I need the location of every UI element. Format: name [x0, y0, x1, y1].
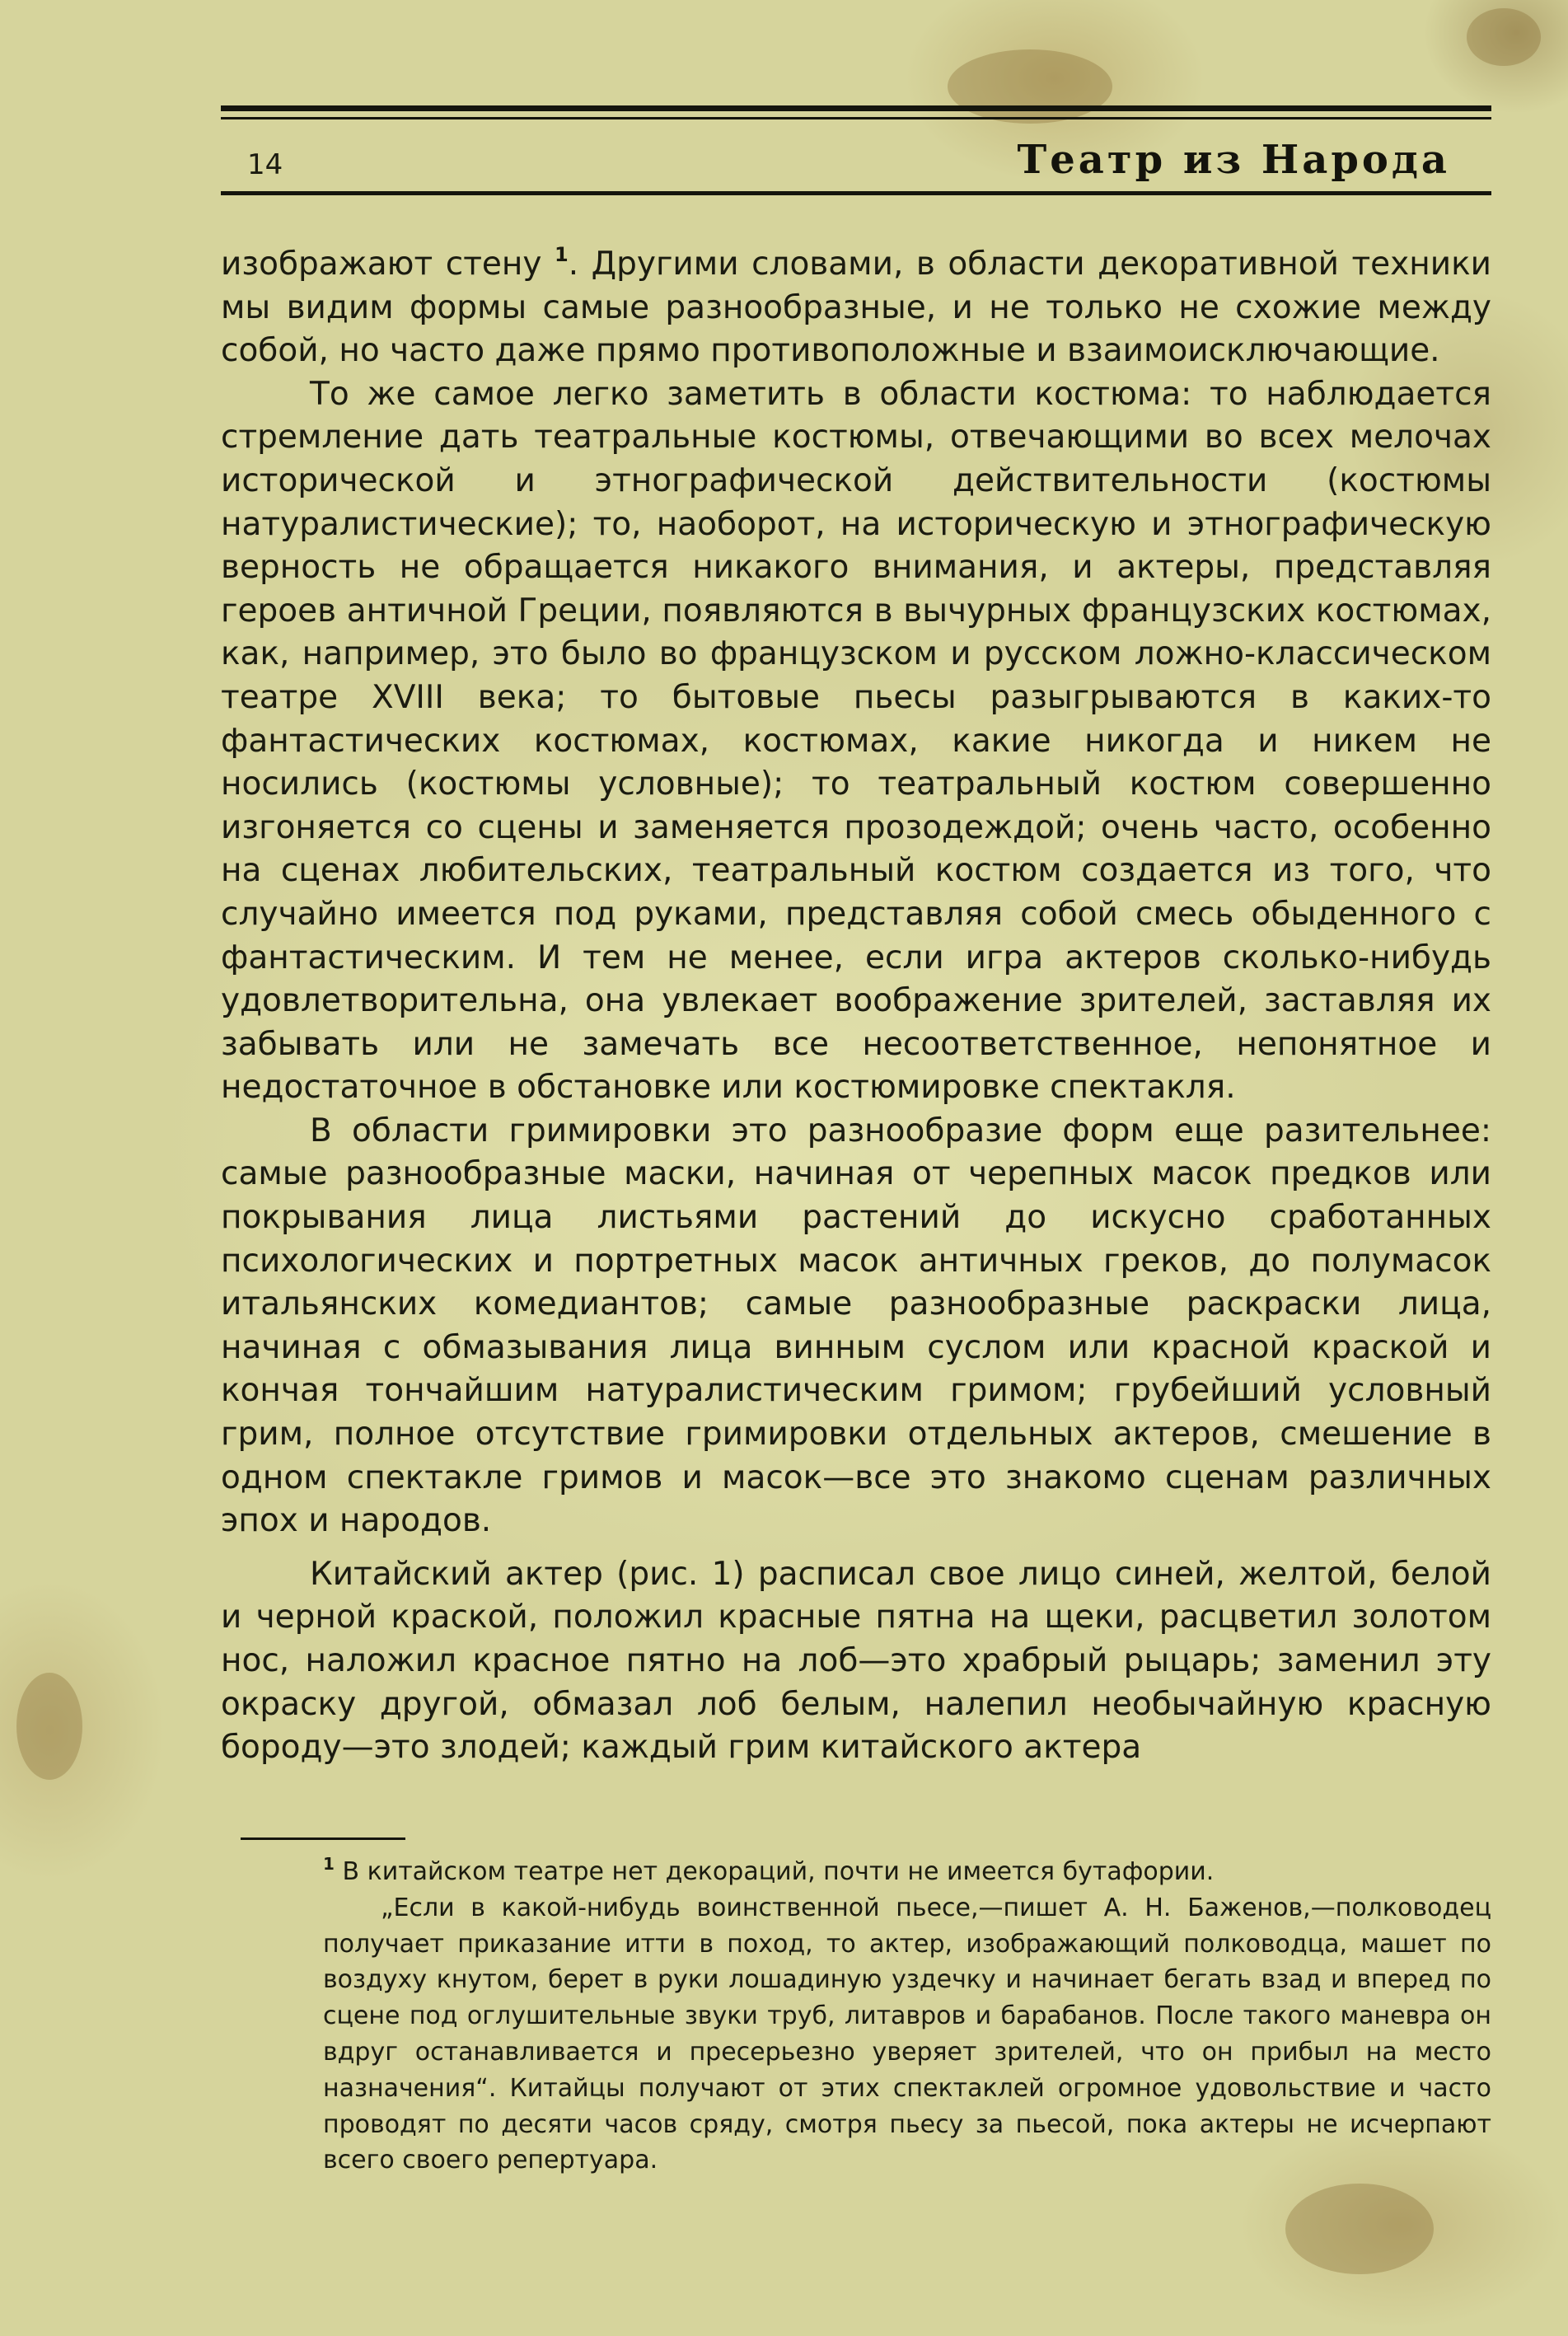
paper-stain — [16, 1673, 82, 1780]
paper-stain — [1467, 8, 1541, 66]
paper-stain — [948, 49, 1112, 124]
footnote-1-text: В китайском театре нет декораций, почти не имеется бутафории. — [334, 1857, 1215, 1886]
header-rule-top-thin — [221, 117, 1491, 119]
footnotes — [323, 1854, 1491, 2179]
footnote-1 — [323, 1854, 1491, 1890]
footnote-separator — [241, 1837, 405, 1840]
paragraph-3: В области гримировки это разнообразие форм еще разительнее: самые разнообразные маски, начиная от черепных масок предков или покрывания лица листьями растений до искусно сработанных психологических и портретных масок античных греков, до полумасок итальянских комедиантов; самые разнообразные раскраски лица, начиная с обмазывания лица винным суслом или красной краской и кончая тончайшим натуралистическим гримом; грубейший условный грим, полное отсутствие гримировки отдельных актеров, смешение в одном спектакле гримов и масок—все это знакомо сценам различных эпох и народов. — [221, 1112, 1491, 1540]
running-title: Театр из Народа — [1017, 137, 1450, 183]
footnote-1-quote: „Если в какой-нибудь воинственной пьесе,—пишет А. Н. Баженов,—полководец получает приказание итти в поход, то актер, изображающий полководца, машет по воздуху кнутом, берет в руки лошадиную уздечку и начинает бегать взад и вперед по сцене под оглушительные звуки труб, литавров и барабанов. После такого маневра он вдруг останавливается и пресерьезно уверяет зрителей, что он прибыл на место назначения“. Китайцы получают от этих спектаклей огромное удовольствие и часто проводят по десяти часов сряду, смотря пьесу за пьесой, пока актеры не исчерпают всего своего репертуара. — [323, 1893, 1491, 2175]
paper-stain — [1285, 2184, 1434, 2274]
page-number: 14 — [247, 148, 283, 181]
paragraph-1 — [221, 243, 1491, 373]
paragraph-1-start: изображают стену — [221, 246, 555, 283]
paragraph-4: Китайский актер (рис. 1) расписал свое лицо синей, желтой, белой и черной краской, положил красные пятна на щеки, расцветил золотом нос, наложил красное пятно на лоб—это храбрый рыцарь; заменил эту окраску другой, обмазал лоб белым, налепил необычайную красную бороду—это злодей; каждый грим китайского актера — [221, 1555, 1491, 1767]
header-rule-top — [221, 105, 1491, 111]
header-rule-bottom — [221, 191, 1491, 195]
paragraph-2: То же самое легко заметить в области костюма: то наблюдается стремление дать театральные костюмы, отвечающими во всех мелочах исторической и этнографической действительности (костюмы натуралистические); то, наоборот, на историческую и этнографическую верность не обращается никакого внимания, и актеры, представляя героев античной Греции, появляются в вычурных французских костюмах, как, например, это было во французском и русском ложно-классическом театре XVIII века; то бытовые пьесы разыгрываются в каких-то фантастических костюмах, костюмах, какие никогда и никем не носились (костюмы условные); то театральный костюм совершенно изгоняется со сцены и заменяется прозодеждой; очень часто, особенно на сценах любительских, театральный костюм создается из того, что случайно имеется под руками, представляя собой смесь обыденного с фантастическим. И тем не менее, если игра актеров сколько-нибудь удовлетворительна, она увлекает воображение зрителей, заставляя их забывать или не замечать все несоответственное, непонятное и недостаточное в обстановке или костюмировке спектакля. — [221, 375, 1491, 1107]
footnote-reference: 1 — [555, 243, 569, 266]
main-text — [221, 243, 1491, 1770]
footnote-marker: 1 — [323, 1854, 335, 1874]
paragraph-1-rest: . Другими словами, в области декоративной техники мы видим формы самые разнообразные, и не только не схожие между собой, но часто даже прямо противоположные и взаимоисключающие. — [221, 246, 1491, 370]
